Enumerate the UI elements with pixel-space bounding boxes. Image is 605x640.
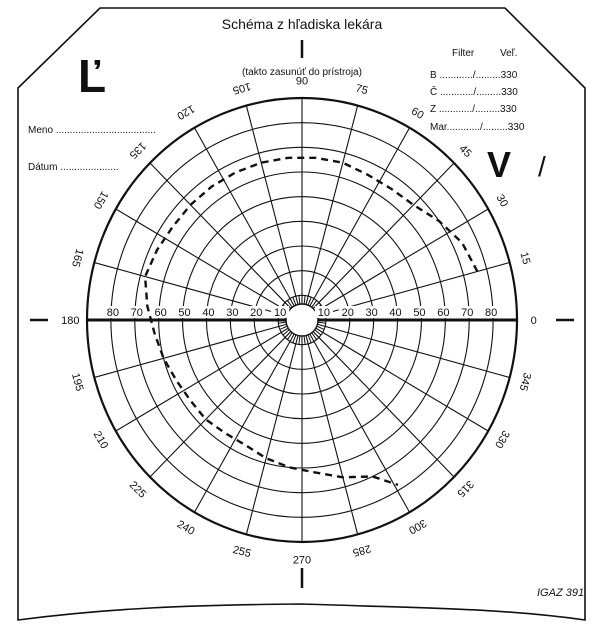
center-hole [286, 304, 318, 336]
radial-330 [315, 328, 488, 431]
angle-label-210: 210 [90, 429, 111, 452]
filter-header: Filter [452, 48, 475, 59]
eye-left-label: Ľ [78, 50, 107, 102]
name-field: Meno .................................... [28, 125, 156, 136]
radial-30 [315, 209, 488, 312]
angle-label-165: 165 [69, 247, 86, 269]
radial-255 [246, 335, 298, 534]
radial-60 [310, 128, 410, 306]
ring-label-10: 10 [317, 307, 331, 319]
ring-label-10: 10 [273, 307, 287, 319]
eye-right-label: V [487, 144, 512, 185]
radial-285 [306, 335, 358, 534]
ring-label-20: 20 [250, 307, 263, 319]
ring-label-80: 80 [484, 307, 498, 319]
radial-120 [195, 128, 295, 306]
size-header: Veľ. [500, 48, 518, 59]
radial-105 [246, 106, 298, 305]
radial-75 [306, 106, 358, 305]
angle-label-345: 345 [516, 371, 534, 393]
ring-label-20: 20 [341, 307, 354, 319]
inner-spoke [304, 336, 305, 345]
title: Schéma z hľadiska lekára [221, 16, 383, 32]
angle-label-240: 240 [174, 518, 197, 538]
angle-label-60: 60 [409, 105, 426, 122]
angle-label-30: 30 [493, 192, 511, 210]
inner-spoke [304, 296, 305, 305]
inner-spoke [299, 336, 300, 345]
radial-45 [313, 163, 454, 309]
catalog-code: IGAZ 391 [537, 587, 585, 599]
angle-label-330: 330 [492, 428, 512, 451]
ring-label-60: 60 [154, 307, 167, 319]
radial-225 [150, 331, 291, 477]
radial-150 [116, 209, 289, 312]
eye-right-slash: / [538, 151, 546, 182]
ring-label-40: 40 [202, 307, 215, 319]
angle-label-15: 15 [517, 250, 533, 266]
angle-label-285: 285 [351, 541, 373, 559]
angle-label-45: 45 [456, 142, 474, 161]
ring-label-50: 50 [413, 307, 426, 319]
angle-label-255: 255 [231, 543, 253, 561]
angle-label-300: 300 [406, 516, 429, 537]
ring-label-60: 60 [437, 307, 450, 319]
ring-label-70: 70 [130, 307, 143, 319]
angle-label-90: 90 [295, 75, 309, 88]
instruction: (takto zasunúť do prístroja) [242, 67, 362, 78]
ring-label-70: 70 [461, 307, 474, 319]
filter-row-z: Z ............/.........330 [430, 104, 517, 115]
angle-label-0: 0 [530, 315, 537, 327]
angle-label-195: 195 [69, 371, 86, 393]
radial-300 [310, 334, 410, 512]
ring-label-30: 30 [365, 307, 378, 319]
angle-label-75: 75 [354, 82, 370, 98]
angle-label-225: 225 [126, 479, 149, 501]
angle-label-315: 315 [454, 477, 476, 500]
filter-row-mar: Mar............/.........330 [430, 122, 525, 133]
radial-135 [150, 163, 291, 309]
filter-row-c: Č ............/.........330 [430, 87, 518, 98]
inner-spoke [318, 322, 326, 323]
angle-label-120: 120 [174, 102, 197, 122]
ring-label-30: 30 [226, 307, 239, 319]
ring-label-40: 40 [389, 307, 402, 319]
radial-345 [317, 324, 510, 377]
inner-spoke [278, 322, 286, 323]
radial-315 [313, 331, 454, 477]
inner-spoke [299, 296, 300, 305]
angle-label-135: 135 [126, 139, 149, 161]
ring-label-80: 80 [106, 307, 120, 319]
angle-label-150: 150 [90, 188, 111, 211]
ring-label-50: 50 [178, 307, 191, 319]
angle-label-180: 180 [61, 315, 80, 327]
angle-label-270: 270 [292, 554, 312, 567]
date-field: Dátum ..................... [28, 162, 119, 173]
filter-row-b: B ............/.........330 [430, 70, 518, 81]
radial-195 [94, 324, 287, 377]
angle-label-105: 105 [231, 79, 253, 97]
